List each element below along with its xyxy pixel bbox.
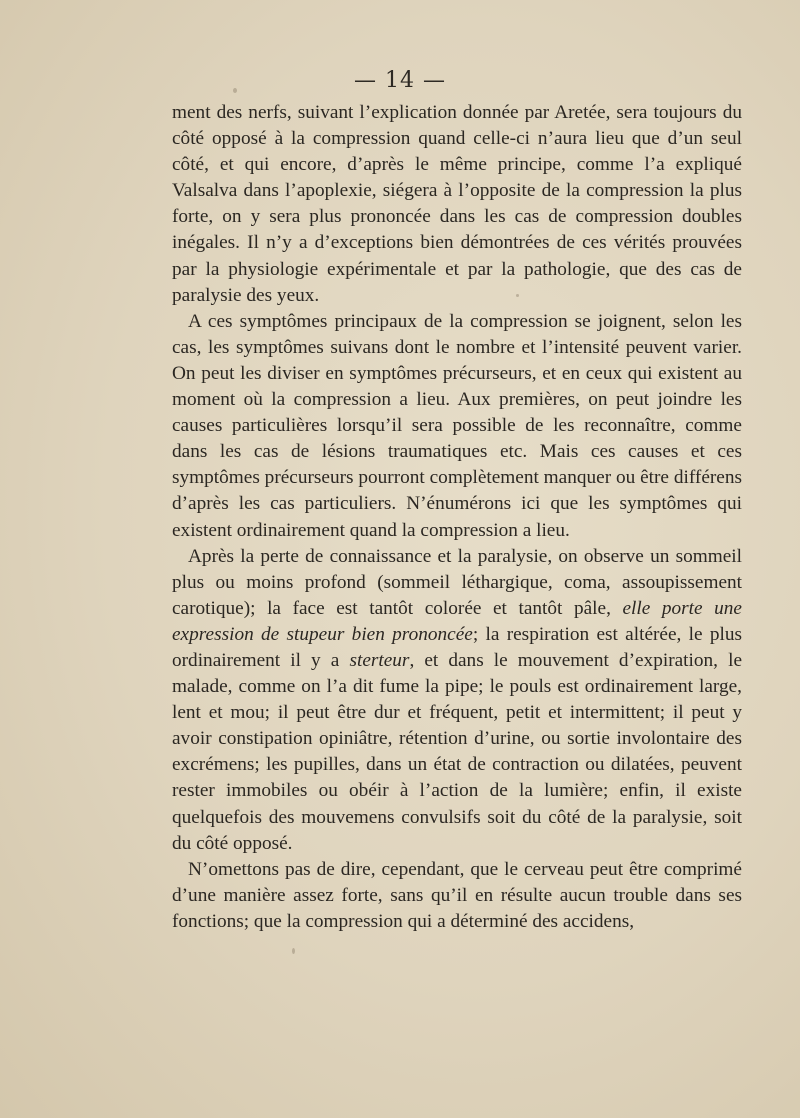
paragraph-text: ment des nerfs, suivant l’explication donnée par Aretée, sera toujours du côté opposé à la compression quand celle-ci n’aura lieu que d’un seul côté, et qui encore, d’après le même principe, comme l’a expliqué Valsalva dans l’apoplexie, siégera à l’opposite de la compression la plus forte, on y sera plus prononcée dans les cas de compression doubles inégales. Il n’y a d’exceptions bien démontrées de ces vérités prouvées par la physiologie expérimentale et par la pathologie, que des cas de paralysie des yeux.	[172, 102, 742, 306]
italic-text: sterteur	[349, 649, 410, 671]
page-number: — 14 —	[354, 68, 446, 93]
body-text	[172, 100, 742, 935]
paragraph-text: N’omettons pas de dire, cependant, que le cerveau peut être comprimé d’une manière assez forte, sans qu’il en résulte aucun trouble dans ses fonctions; que la compression qui a déterminé des accidens,	[172, 858, 742, 932]
paragraph	[172, 857, 742, 935]
paper-stain	[292, 948, 295, 954]
paragraph-text: , et dans le mouvement d’expiration, le malade, comme on l’a dit fume la pipe; le pouls est ordinairement large, lent et mou; il peut être dur et fréquent, petit et intermittent; il peut y avoir constipation opiniâtre, rétention d’urine, ou sortie involontaire des excrémens; les pupilles, dans un état de contraction ou dilatées, peuvent rester immobiles ou obéir à l’action de la lumière; enfin, il existe quelquefois des mouvemens convulsifs soit du côté de la paralysie, soit du côté opposé.	[172, 649, 742, 854]
paragraph	[172, 100, 742, 309]
paragraph	[172, 544, 742, 857]
italic-text: elle porte une expression de stupeur bien prononcée	[172, 597, 742, 645]
paragraph-text: ; la respiration est altérée, le plus ordinairement il y a	[172, 623, 743, 671]
paragraph	[172, 309, 742, 544]
paragraph-text: A ces symptômes principaux de la compression se joignent, selon les cas, les symptômes suivans dont le nombre et l’intensité peuvent varier. On peut les diviser en symptômes précurseurs, et en ceux qui existent au moment où la compression a lieu. Aux premières, on peut joindre les causes particulières lorsqu’il sera possible de les reconnaître, comme dans les cas de lésions traumatiques etc. Mais ces causes et ces symptômes précurseurs pourront complètement manquer ou être différens d’après les cas particuliers. N’énumérons ici que les symptômes qui existent ordinairement quand la compression a lieu.	[172, 310, 742, 541]
paragraph-text: Après la perte de connaissance et la paralysie, on observe un sommeil plus ou moins profond (sommeil léthargique, coma, assoupissement carotique); la face est tantôt colorée et tantôt pâle,	[172, 545, 742, 619]
